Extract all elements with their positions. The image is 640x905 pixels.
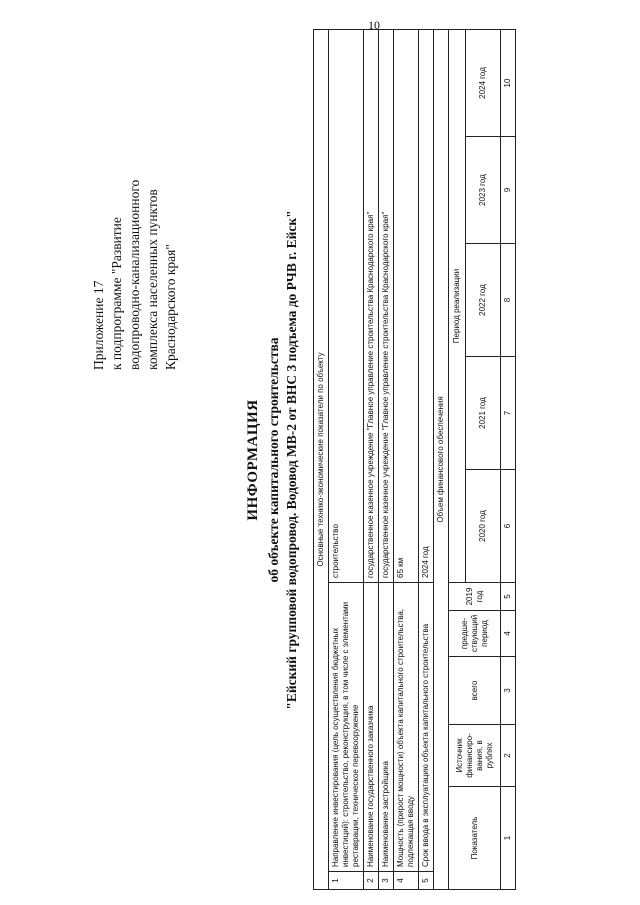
row-label: Наименование государственного заказчика [364, 583, 379, 872]
rotated-content [45, 30, 605, 890]
column-number: 7 [501, 357, 516, 470]
appendix-line: водопроводно-канализационного [127, 179, 142, 370]
column-number: 9 [501, 137, 516, 244]
appendix-line: к подпрограмме "Развитие [109, 217, 124, 370]
col-2019: 2019 год [449, 583, 501, 611]
col-year: 2020 год [466, 470, 501, 583]
col-prev-period: предше-ствующий период [449, 611, 501, 657]
column-number: 5 [501, 583, 516, 611]
indicators-header: Основные технико-экономические показатели по объекту [314, 29, 329, 889]
row-number: 1 [329, 872, 364, 890]
row-number: 3 [379, 872, 394, 890]
row-number: 5 [419, 872, 434, 890]
row-value: 2024 год [419, 29, 434, 582]
row-label: Мощность (прирост мощности) объекта капитального строительства, подлежащая вводу [394, 583, 419, 872]
column-number: 6 [501, 470, 516, 583]
indicators-header-row [314, 29, 329, 889]
document-title: ИНФОРМАЦИЯ [245, 399, 261, 521]
table-row [419, 29, 434, 889]
table-row [394, 29, 419, 889]
info-table [313, 29, 516, 890]
page-number: 10 [368, 18, 380, 32]
column-number: 3 [501, 657, 516, 725]
financing-header-row [434, 29, 449, 889]
financing-column-headers [449, 29, 466, 889]
column-number: 4 [501, 611, 516, 657]
column-number: 1 [501, 787, 516, 890]
column-number: 10 [501, 29, 516, 136]
financing-header: Объем финансового обеспечения [434, 29, 449, 889]
appendix-line: Краснодарского края" [163, 244, 178, 370]
object-name: "Ейский групповой водопровод. Водовод МВ-2 от ВНС 3 подъема до РЧВ г. Ейск" [284, 210, 299, 710]
col-total: всего [449, 657, 501, 725]
row-value: государственное казенное учреждение "Главное управление строительства Краснодарского края" [379, 29, 394, 582]
appendix-note [90, 30, 180, 370]
row-number: 4 [394, 872, 419, 890]
row-number: 2 [364, 872, 379, 890]
row-value: государственное казенное учреждение "Главное управление строительства Краснодарского края" [364, 29, 379, 582]
appendix-line: комплекса населенных пунктов [145, 189, 160, 370]
col-indicator: Показатель [449, 787, 501, 890]
row-value: 65 км [394, 29, 419, 582]
col-year: 2021 год [466, 357, 501, 470]
table-row [379, 29, 394, 889]
table-row [364, 29, 379, 889]
row-label: Направление инвестирования (цель осуществления бюджетных инвестиций): строительство, реконструкция, в том числе с элементами реставрации, техническое перевооружение [329, 583, 364, 872]
col-year: 2024 год [466, 29, 501, 136]
row-label: Наименование застройщика [379, 583, 394, 872]
row-label: Срок ввода в эксплуатацию объекта капитального строительства [419, 583, 434, 872]
column-numbers-row [501, 29, 516, 889]
col-year: 2022 год [466, 244, 501, 357]
col-source: Источник финансиро-вания, в рублях [449, 725, 501, 787]
period-header: Период реализации [449, 29, 466, 582]
document-subtitle: об объекте капитального строительства [266, 337, 281, 583]
table-row [329, 29, 364, 889]
column-number: 2 [501, 725, 516, 787]
row-value: строительство [329, 29, 364, 582]
col-year: 2023 год [466, 137, 501, 244]
column-number: 8 [501, 244, 516, 357]
appendix-line: Приложение 17 [91, 280, 106, 370]
